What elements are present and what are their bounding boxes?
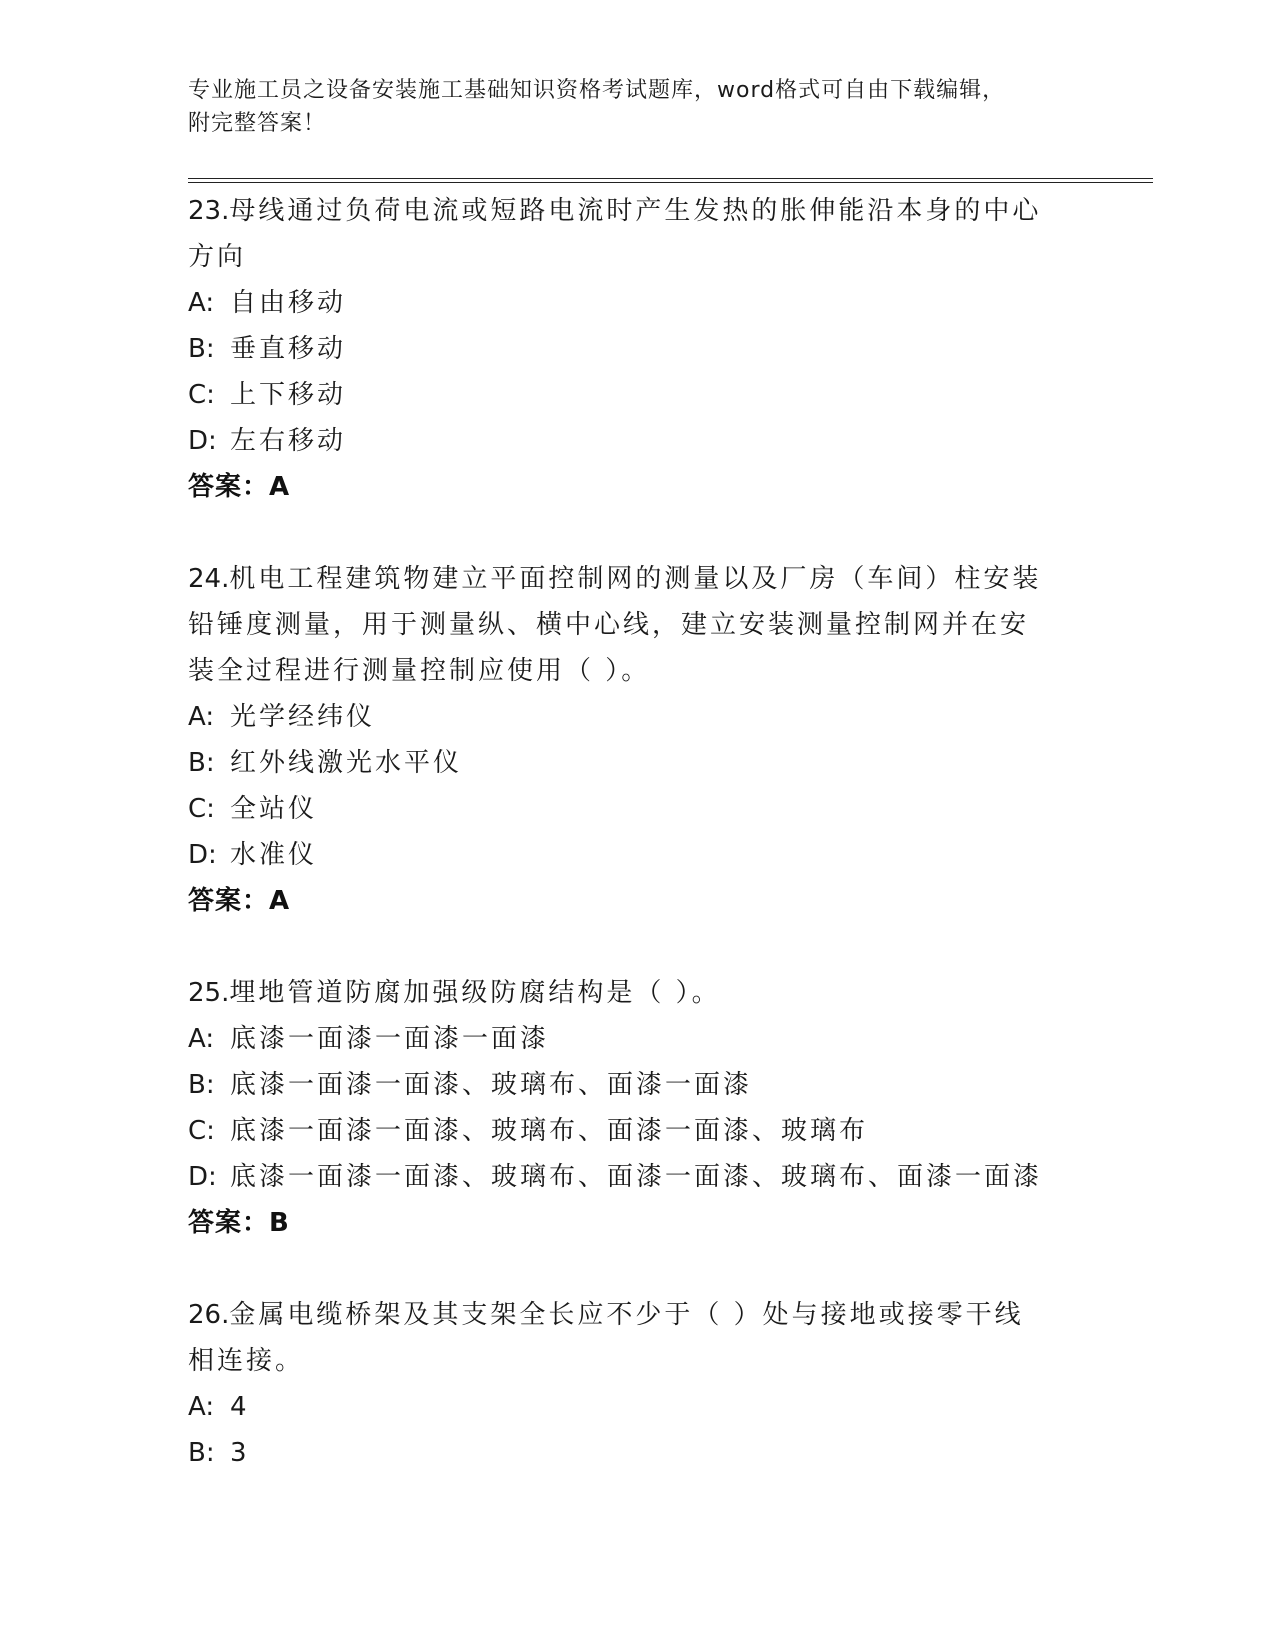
question-stem	[188, 188, 1048, 280]
answer-line: 答案：B	[188, 1208, 290, 1238]
option-key: A:	[188, 288, 215, 318]
option-b	[188, 326, 1088, 372]
question-list	[188, 188, 1088, 1522]
question-number: 25.	[188, 978, 230, 1008]
header-line-2: 附完整答案！	[188, 111, 327, 136]
option-text: 4	[230, 1392, 250, 1422]
question-number: 26.	[188, 1300, 230, 1330]
question-text: 埋地管道防腐加强级防腐结构是（ ）。	[229, 978, 721, 1008]
question-26	[188, 1292, 1088, 1476]
question-25	[188, 970, 1088, 1246]
option-b	[188, 1062, 1088, 1108]
option-text: 自由移动	[230, 288, 347, 318]
option-a	[188, 694, 1088, 740]
answer-line: 答案：A	[188, 472, 291, 502]
question-stem	[188, 970, 1088, 1016]
option-b	[188, 1430, 1088, 1476]
option-text: 上下移动	[230, 380, 347, 410]
header-divider	[188, 178, 1153, 183]
option-key: A:	[188, 1024, 215, 1054]
option-key: B:	[188, 1070, 215, 1100]
option-text: 左右移动	[230, 426, 347, 456]
option-text: 红外线激光水平仪	[230, 748, 463, 778]
option-key: C:	[188, 1116, 215, 1146]
option-text: 3	[230, 1438, 250, 1468]
option-key: D:	[188, 1162, 217, 1192]
option-c	[188, 372, 1088, 418]
option-text: 光学经纬仪	[230, 702, 376, 732]
option-text: 全站仪	[230, 794, 318, 824]
option-text: 底漆一面漆一面漆、玻璃布、面漆一面漆、玻璃布、面漆一面漆	[230, 1162, 1043, 1192]
option-d	[188, 418, 1088, 464]
option-a	[188, 1016, 1088, 1062]
option-a	[188, 1384, 1088, 1430]
answer-line: 答案：A	[188, 886, 291, 916]
option-b	[188, 740, 1088, 786]
header-line-1: 专业施工员之设备安装施工基础知识资格考试题库，word格式可自由下载编辑，	[188, 78, 1006, 103]
option-key: B:	[188, 334, 215, 364]
option-key: C:	[188, 380, 215, 410]
option-c	[188, 786, 1088, 832]
option-key: C:	[188, 794, 215, 824]
option-a	[188, 280, 1088, 326]
option-text: 水准仪	[230, 840, 318, 870]
question-number: 23.	[188, 196, 230, 226]
option-text: 垂直移动	[230, 334, 347, 364]
document-header	[188, 74, 1088, 140]
question-text: 金属电缆桥架及其支架全长应不少于（ ）处与接地或接零干线相连接。	[188, 1300, 1024, 1376]
option-key: A:	[188, 1392, 215, 1422]
question-number: 24.	[188, 564, 230, 594]
question-text: 机电工程建筑物建立平面控制网的测量以及厂房（车间）柱安装铅锤度测量，用于测量纵、横中心线，建立安装测量控制网并在安装全过程进行测量控制应使用（ ）。	[188, 564, 1042, 686]
option-text: 底漆一面漆一面漆、玻璃布、面漆一面漆	[230, 1070, 753, 1100]
question-24	[188, 556, 1088, 924]
option-key: B:	[188, 1438, 215, 1468]
question-text: 母线通过负荷电流或短路电流时产生发热的胀伸能沿本身的中心方向	[188, 196, 1042, 272]
option-text: 底漆一面漆一面漆、玻璃布、面漆一面漆、玻璃布	[230, 1116, 869, 1146]
option-key: A:	[188, 702, 215, 732]
question-23	[188, 188, 1088, 510]
option-key: B:	[188, 748, 215, 778]
option-text: 底漆一面漆一面漆一面漆	[230, 1024, 550, 1054]
question-stem	[188, 556, 1048, 694]
option-d	[188, 1154, 1088, 1200]
question-stem	[188, 1292, 1048, 1384]
option-d	[188, 832, 1088, 878]
option-key: D:	[188, 840, 217, 870]
option-key: D:	[188, 426, 217, 456]
option-c	[188, 1108, 1088, 1154]
